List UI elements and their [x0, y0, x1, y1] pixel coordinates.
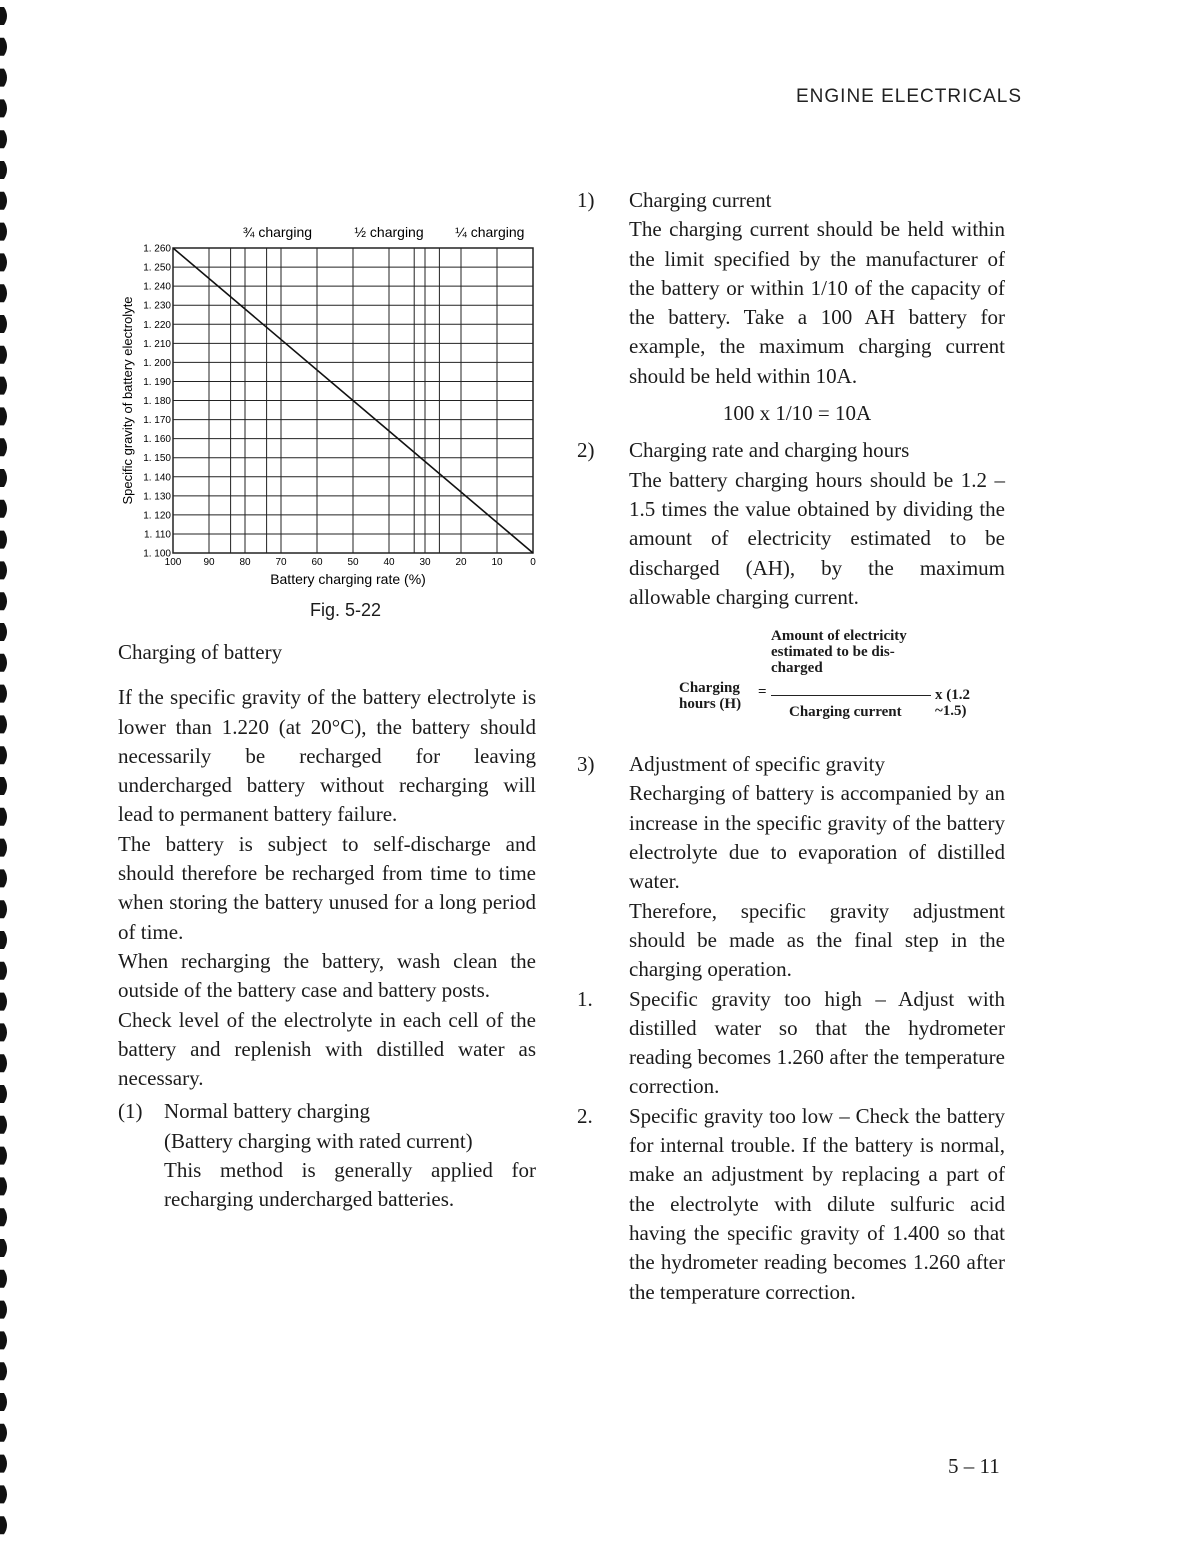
paragraph: The battery is subject to self-discharge and should therefore be recharged from time to time when storing the battery unused for a long period of time.: [118, 831, 536, 944]
list-number: (1): [118, 1099, 143, 1124]
list-number: 1.: [577, 986, 593, 1011]
binding-hole: [0, 561, 7, 579]
sub-item-too-low: [577, 1102, 1005, 1307]
binding-hole: [0, 223, 7, 241]
list-title: Charging rate and charging hours: [629, 438, 910, 463]
right-column: [577, 186, 1005, 1307]
binding-hole: [0, 1270, 7, 1288]
chart-svg: [118, 218, 548, 598]
formula-label-line: hours (H): [679, 696, 742, 713]
x-tick-label: 80: [239, 557, 251, 568]
binding-hole: [0, 38, 7, 56]
list-number: 2): [577, 438, 595, 463]
binding-hole: [0, 777, 7, 795]
binding-hole: [0, 469, 7, 487]
x-tick-label: 30: [419, 557, 431, 568]
binding-hole: [0, 715, 7, 733]
binding-hole: [0, 531, 7, 549]
list-text: Specific gravity too high – Adjust with distilled water so that the hydrometer reading becomes 1.260 after the temperature correction.: [629, 986, 1005, 1099]
binding-hole: [0, 253, 7, 271]
binding-hole: [0, 1147, 7, 1165]
list-item-charging-rate: [577, 436, 1005, 740]
y-tick-label: 1. 260: [143, 243, 171, 255]
list-text: The battery charging hours should be 1.2 – 1.5 times the value obtained by dividing the amount of electricity estimated to be discharged (AH), by the maximum allowable charging current.: [629, 467, 1005, 609]
binding-hole: [0, 623, 7, 641]
binding-hole: [0, 1239, 7, 1257]
binding-hole: [0, 377, 7, 395]
top-label: ¼ charging: [455, 224, 525, 240]
list-subtitle: (Battery charging with rated current): [164, 1128, 473, 1153]
binding-hole: [0, 161, 7, 179]
binding-hole: [0, 1362, 7, 1380]
x-tick-label: 100: [164, 557, 182, 568]
y-tick-label: 1. 130: [143, 491, 171, 503]
binding-hole: [0, 500, 7, 518]
y-tick-label: 1. 210: [143, 338, 171, 350]
paragraph: Check level of the electrolyte in each cell of the battery and replenish with distilled water as necessary.: [118, 1007, 536, 1091]
chart-x-ticks: [165, 557, 537, 568]
y-tick-label: 1. 110: [143, 529, 171, 541]
list-text: Therefore, specific gravity adjustment should be made as the final step in the charging operation.: [629, 898, 1005, 982]
x-tick-label: 50: [347, 557, 359, 568]
list-number: 1): [577, 188, 595, 212]
binding-hole: [0, 407, 7, 425]
binding-hole: [0, 284, 7, 302]
y-tick-label: 1. 190: [143, 376, 171, 388]
x-tick-label: 20: [455, 557, 467, 568]
y-tick-label: 1. 100: [143, 548, 171, 560]
binding-hole: [0, 192, 7, 210]
binding-hole: [0, 1331, 7, 1349]
binding-hole: [0, 900, 7, 918]
binding-hole: [0, 1393, 7, 1411]
y-tick-label: 1. 120: [143, 510, 171, 522]
fraction-bar: [771, 695, 931, 696]
binding-hole: [0, 808, 7, 826]
binding-hole: [0, 654, 7, 672]
y-tick-label: 1. 180: [143, 396, 171, 407]
formula-multiplier: x (1.2 ~1.5): [935, 687, 970, 720]
formula-denominator: Charging current: [789, 704, 902, 721]
charging-hours-formula: [629, 622, 1005, 740]
section-header: ENGINE ELECTRICALS: [796, 86, 1022, 107]
paragraph: If the specific gravity of the battery electrolyte is lower than 1.220 (at 20°C), the battery should necessarily be recharged for leaving undercharged battery without recharging will lead to permanent battery failure.: [118, 685, 536, 827]
binding-hole: [0, 1208, 7, 1226]
chart-x-label: Battery charging rate (%): [270, 571, 426, 587]
y-tick-label: 1. 160: [143, 434, 171, 446]
binding-hole: [0, 1116, 7, 1134]
figure-chart: [118, 218, 548, 628]
binding-hole: [0, 962, 7, 980]
y-tick-label: 1. 200: [143, 357, 171, 369]
binding-hole: [0, 1023, 7, 1041]
binding-hole: [0, 99, 7, 117]
x-tick-label: 70: [275, 557, 287, 568]
formula-numerator: [771, 628, 907, 676]
binding-hole: [0, 130, 7, 148]
binding-hole: [0, 1424, 7, 1442]
section-heading: Charging of battery: [118, 640, 283, 664]
y-tick-label: 1. 240: [143, 281, 171, 293]
formula-numerator-line: Amount of electricity: [771, 628, 907, 645]
y-tick-label: 1. 140: [143, 472, 171, 484]
chart-y-label: Specific gravity of battery electrolyte: [120, 296, 135, 505]
y-tick-label: 1. 150: [143, 453, 171, 465]
binding-hole: [0, 1054, 7, 1072]
binding-hole: [0, 315, 7, 333]
paragraph: When recharging the battery, wash clean the outside of the battery case and battery posts.: [118, 948, 536, 1003]
formula-numerator-line: charged: [771, 660, 823, 677]
binding-hole: [0, 993, 7, 1011]
binding-hole: [0, 1177, 7, 1195]
top-label: ½ charging: [354, 224, 424, 240]
binding-hole: [0, 69, 7, 87]
y-tick-label: 1. 230: [143, 300, 171, 312]
binding-hole: [0, 685, 7, 703]
binding-hole: [0, 931, 7, 949]
list-item-normal-charging: [118, 1097, 536, 1214]
list-text: This method is generally applied for recharging undercharged batteries.: [164, 1158, 536, 1212]
list-text: Specific gravity too low – Check the battery for internal trouble. If the battery is normal, make an adjustment by replacing a part of the electrolyte with dilute sulfuric acid having the specific gravity of 1.400 so that the hydrometer reading becomes 1.260 after the temperature correction.: [629, 1103, 1005, 1304]
list-number: 2.: [577, 1103, 593, 1128]
y-tick-label: 1. 220: [143, 319, 171, 331]
binding-hole: [0, 7, 7, 25]
formula-equals: =: [758, 684, 767, 701]
formula-label-line: Charging: [679, 680, 740, 697]
x-tick-label: 60: [311, 557, 323, 568]
binding-hole: [0, 592, 7, 610]
binding-hole: [0, 346, 7, 364]
binding-hole: [0, 438, 7, 456]
binding-hole: [0, 1516, 7, 1534]
list-item-charging-current: [577, 186, 1005, 428]
x-tick-label: 90: [203, 557, 215, 568]
left-column: [118, 638, 536, 1215]
list-number: 3): [577, 752, 595, 777]
binding-hole: [0, 839, 7, 857]
chart-y-ticks: [143, 244, 171, 560]
binding-hole: [0, 1085, 7, 1103]
list-title: Charging current: [629, 188, 772, 212]
list-title: Adjustment of specific gravity: [629, 752, 886, 777]
binding-hole: [0, 869, 7, 887]
formula-numerator-line: estimated to be dis-: [771, 644, 895, 661]
list-item-adjustment: [577, 750, 1005, 984]
binding-hole: [0, 1301, 7, 1319]
formula-label: [679, 680, 741, 712]
binding-hole: [0, 746, 7, 764]
sub-item-too-high: [577, 985, 1005, 1102]
x-tick-label: 0: [530, 557, 536, 568]
y-tick-label: 1. 250: [143, 262, 171, 274]
x-tick-label: 10: [491, 557, 503, 568]
figure-caption: Fig. 5-22: [310, 600, 382, 620]
list-text: The charging current should be held within the limit specified by the manufacturer of the battery or within 1/10 of the capacity of the battery. Take a 100 AH battery for example, the maximum charging current should be held within 10A.: [629, 217, 1005, 388]
chart-top-labels: [243, 224, 525, 240]
equation: 100 x 1/10 = 10A: [722, 401, 872, 426]
x-tick-label: 40: [383, 557, 395, 568]
y-tick-label: 1. 170: [143, 415, 171, 427]
binding-hole: [0, 1485, 7, 1503]
list-text: Recharging of battery is accompanied by an increase in the specific gravity of the battery electrolyte due to evaporation of distilled water.: [629, 781, 1005, 894]
binding-hole: [0, 1455, 7, 1473]
page-number: 5 – 11: [948, 1454, 1000, 1478]
list-title: Normal battery charging: [164, 1099, 371, 1124]
top-label: ¾ charging: [242, 224, 313, 240]
binding-holes: [0, 0, 14, 1544]
